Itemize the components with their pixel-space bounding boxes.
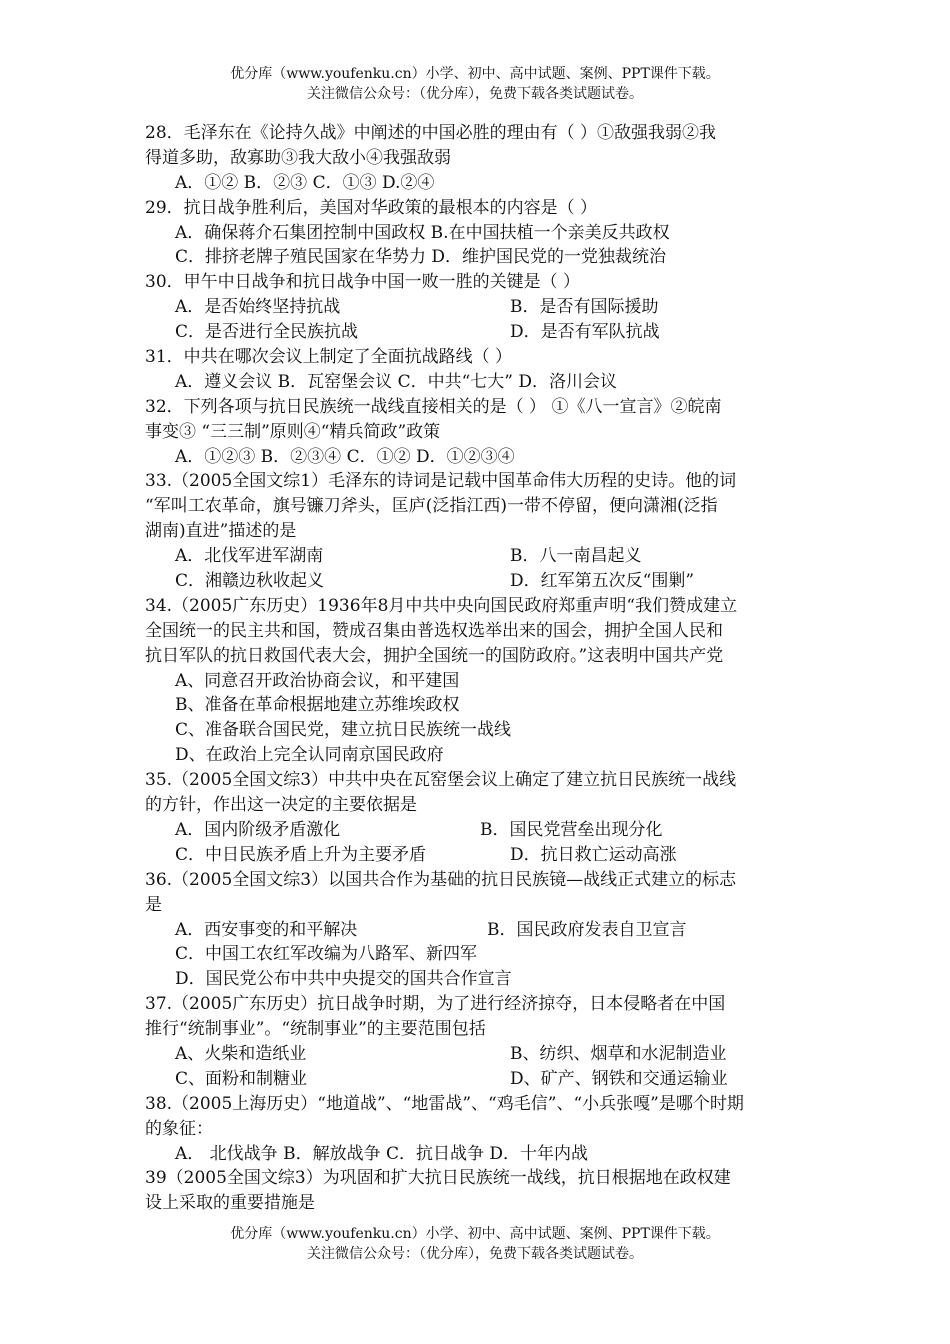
footer-line-2: 关注微信公众号：（优分库），免费下载各类试题试卷。 [307,1246,643,1262]
q39-stem-1: 39（2005全国文综3）为巩固和扩大抗日民族统一战线，抗日根据地在政权建 [145,1168,731,1189]
question-list [145,121,815,1216]
q33-stem-3: 湖南)直进”描述的是 [145,521,297,542]
header-line-1: 优分库（www.youfenku.cn）小学、初中、高中试题、案例、PPT课件下载。 [230,66,720,82]
q36-option-a: A．西安事变的和平解决 [175,919,358,940]
q35-option-b: B．国民党营垒出现分化 [480,819,663,840]
q30-options-row-2 [145,320,815,345]
q34-stem-2: 全国统一的民主共和国，赞成召集由普选权选举出来的国会，拥护全国人民和 [145,620,723,641]
q35-options-row-2 [145,843,815,868]
footer-line-1: 优分库（www.youfenku.cn）小学、初中、高中试题、案例、PPT课件下载。 [230,1226,720,1242]
q29-stem: 29．抗日战争胜利后，美国对华政策的最根本的内容是（ ） [145,197,598,218]
q31-options: A．遵义会议 B．瓦窑堡会议 C．中共“七大” D．洛川会议 [175,371,617,392]
q37-option-c: C、面粉和制糖业 [175,1068,308,1089]
q36-option-d: D．国民党公布中共中央提交的国共合作宣言 [175,969,512,990]
q33-options-row-2 [145,569,815,594]
q33-option-a: A．北伐军进军湖南 [175,546,324,567]
q30-option-b: B．是否有国际援助 [510,297,659,318]
q37-stem-1: 37.（2005广东历史）抗日战争时期，为了进行经济掠夺，日本侵略者在中国 [145,994,726,1015]
q32-stem-1: 32．下列各项与抗日民族统一战线直接相关的是（ ） ①《八一宣言》②皖南 [145,396,722,417]
q37-option-a: A、火柴和造纸业 [175,1043,307,1064]
q28-stem-2: 得道多助，敌寡助③我大敌小④我强敌弱 [145,147,451,168]
q36-stem-1: 36.（2005全国文综3）以国共合作为基础的抗日民族镜—战线正式建立的标志 [145,869,737,890]
q28-options: A．①② B．②③ C．①③ D.②④ [175,172,435,193]
q33-stem-1: 33.（2005全国文综1）毛泽东的诗词是记载中国革命伟大历程的史诗。他的词 [145,471,737,492]
q37-options-row-2 [145,1067,815,1092]
q34-stem-1: 34.（2005广东历史）1936年8月中共中央向国民政府郑重声明“我们赞成建立 [145,595,738,616]
q30-options-row-1 [145,295,815,320]
q33-option-b: B．八一南昌起义 [510,546,642,567]
q28-stem-1: 28．毛泽东在《论持久战》中阐述的中国必胜的理由有（ ）①敌强我弱②我 [145,123,717,143]
q33-options-row-1 [145,544,815,569]
q31-stem: 31．中共在哪次会议上制定了全面抗战路线（ ） [145,347,513,368]
q30-option-c: C．是否进行全民族抗战 [175,322,359,343]
q38-stem-1: 38.（2005上海历史）“地道战”、“地雷战”、“鸡毛信”、“小兵张嘎”是哪个时期 [145,1093,744,1114]
page-header [0,64,950,104]
q38-options: A． 北伐战争 B．解放战争 C．抗日战争 D．十年内战 [175,1143,589,1164]
q37-option-d: D、矿产、钢铁和交通运输业 [510,1068,728,1089]
q34-option-c: C、准备联合国民党，建立抗日民族统一战线 [175,720,512,741]
q30-stem: 30．甲午中日战争和抗日战争中国一败一胜的关键是（ ） [145,272,581,293]
q34-option-b: B、准备在革命根据地建立苏维埃政权 [175,695,460,716]
q38-stem-2: 的象征： [145,1118,213,1139]
q36-stem-2: 是 [145,894,162,915]
q32-options: A．①②③ B．②③④ C．①② D．①②③④ [175,446,515,467]
q37-options-row-1 [145,1042,815,1067]
q36-option-c: C．中国工农红军改编为八路军、新四军 [175,944,478,965]
q35-option-c: C．中日民族矛盾上升为主要矛盾 [175,844,427,865]
q33-option-d: D．红军第五次反“围剿” [510,571,695,592]
q35-option-d: D．抗日救亡运动高涨 [510,844,677,865]
q29-options-2: C．排挤老牌子殖民国家在华势力 D．维护国民党的一党独裁统治 [175,247,667,268]
q34-option-a: A、同意召开政治协商会议，和平建国 [175,670,460,691]
q37-option-b: B、纺织、烟草和水泥制造业 [510,1043,727,1064]
q37-stem-2: 推行“统制事业”。“统制事业”的主要范围包括 [145,1019,486,1040]
q30-option-d: D．是否有军队抗战 [510,322,660,343]
q30-option-a: A．是否始终坚持抗战 [175,297,341,318]
q32-stem-2: 事变③ “三三制”原则④“精兵简政”政策 [145,421,441,442]
q33-stem-2: “军叫工农革命，旗号镰刀斧头，匡庐(泛指江西)一带不停留，便向潇湘(泛指 [145,496,718,517]
q35-options-row-1 [145,818,815,843]
q39-stem-2: 设上采取的重要措施是 [145,1193,315,1214]
header-line-2: 关注微信公众号：（优分库），免费下载各类试题试卷。 [307,86,643,102]
q36-option-b: B．国民政府发表自卫宣言 [487,919,687,940]
q34-stem-3: 抗日军队的抗日救国代表大会，拥护全国统一的国防政府。”这表明中国共产党 [145,645,724,666]
q33-option-c: C．湘赣边秋收起义 [175,571,325,592]
q36-options-row-1 [145,918,815,943]
page-footer [0,1224,950,1264]
q34-option-d: D、在政治上完全认同南京国民政府 [175,745,444,766]
q35-stem-2: 的方针，作出这一决定的主要依据是 [145,795,417,816]
q35-stem-1: 35.（2005全国文综3）中共中央在瓦窑堡会议上确定了建立抗日民族统一战线 [145,770,737,791]
q29-options-1: A．确保蒋介石集团控制中国政权 B.在中国扶植一个亲美反共政权 [175,222,670,243]
q35-option-a: A．国内阶级矛盾激化 [175,819,341,840]
